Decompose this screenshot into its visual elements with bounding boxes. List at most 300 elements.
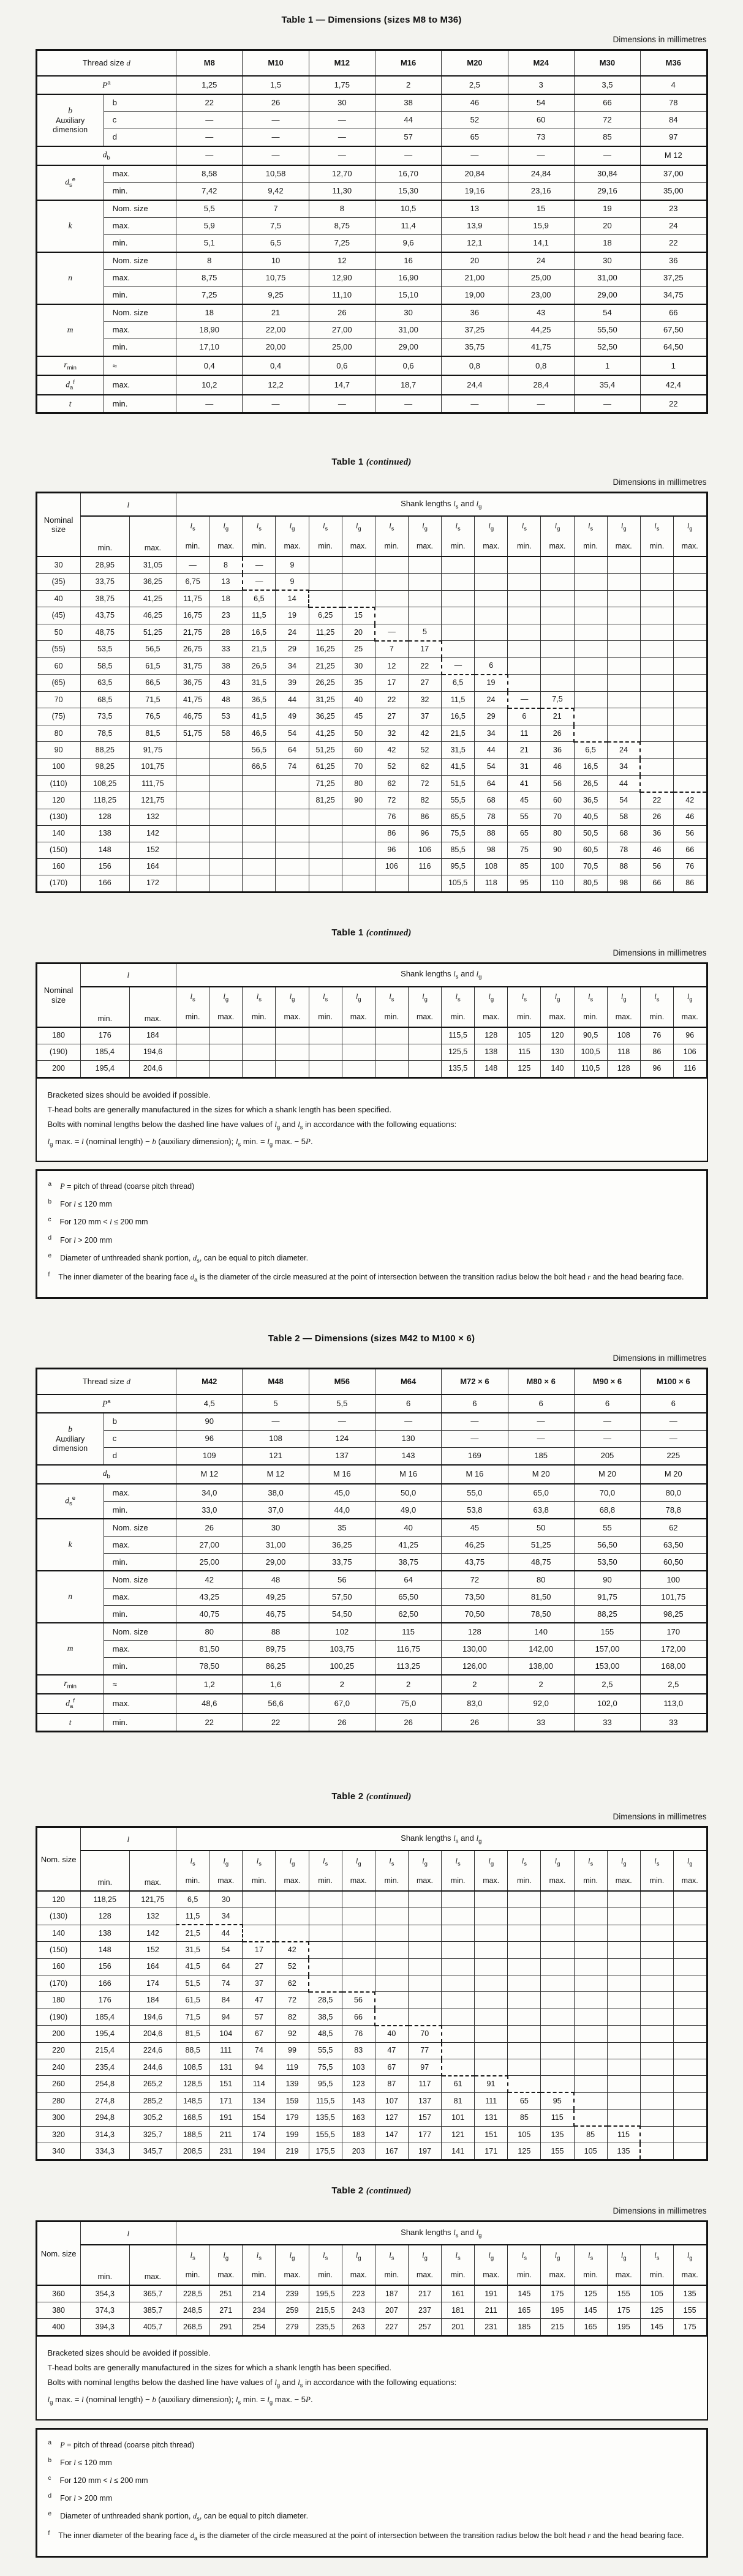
table-cell: 227 — [375, 2319, 408, 2336]
table-cell: 172 — [129, 875, 176, 892]
table-cell: 26 — [375, 1713, 441, 1732]
table-cell: 197 — [408, 2143, 441, 2160]
table-cell: 55 — [574, 1519, 640, 1537]
table-cell: 95 — [541, 2092, 574, 2110]
table-cell: 30 — [375, 304, 441, 322]
table-cell: 6 — [508, 708, 541, 725]
table-cell — [342, 842, 375, 858]
table-cell: 90 — [342, 792, 375, 809]
table-cell: d — [104, 1447, 176, 1465]
header-row — [36, 2245, 707, 2285]
table-cell: 58,5 — [80, 657, 129, 675]
table-cell: 36 — [442, 304, 508, 322]
table-cell: 12,1 — [442, 234, 508, 252]
table-cell: 50 — [36, 624, 80, 641]
table-cell: 248,5 — [176, 2302, 209, 2319]
column-header: $l_g$ max. — [276, 1851, 309, 1891]
table-cell: 41,75 — [508, 339, 574, 356]
table-cell: 6,5 — [176, 1891, 209, 1908]
table-cell: 34 — [276, 657, 309, 675]
table-cell: 72 — [375, 792, 408, 809]
table-cell — [607, 1992, 640, 2009]
table-cell — [574, 1925, 607, 1942]
note-line: Bracketed sizes should be avoided if possible. — [47, 2348, 211, 2358]
header-row — [36, 1369, 707, 1395]
table-cell: 53,50 — [574, 1553, 640, 1571]
table-cell: 74 — [209, 1975, 243, 1992]
table-cell: 132 — [129, 1908, 176, 1925]
table-cell — [209, 758, 243, 775]
table-row — [36, 1413, 707, 1431]
table-cell: min. — [104, 1605, 176, 1623]
table-cell: 31,05 — [129, 556, 176, 574]
table-cell — [408, 1942, 441, 1959]
column-header: $l_g$ max. — [607, 516, 640, 556]
table-row — [36, 375, 707, 395]
table-cell: 11 — [508, 725, 541, 742]
section-table2-continued-2 — [36, 2185, 708, 2557]
table-cell: 22 — [176, 1713, 243, 1732]
table-row — [36, 1925, 707, 1942]
table-cell: 44,0 — [309, 1501, 375, 1519]
table-cell: 66,5 — [129, 675, 176, 692]
table-cell: 187 — [375, 2285, 408, 2302]
table-cell — [541, 590, 574, 607]
table-cell: — — [309, 111, 375, 129]
table-cell: 48 — [209, 691, 243, 708]
table-cell: 81,50 — [508, 1588, 574, 1605]
table-cell: — — [243, 146, 309, 165]
table-cell: 90 — [574, 1571, 640, 1589]
table-cell — [541, 641, 574, 658]
table-cell: 51,25 — [129, 624, 176, 641]
table-cell: 28 — [209, 624, 243, 641]
table-cell: 56,5 — [129, 641, 176, 658]
footnote-line: $^f$ The inner diameter of the bearing face $d_a$ is the diameter of the circle measured at the point of intersection between the transition radius below the bolt head r and the head bearing face. — [48, 2529, 684, 2542]
table-cell: 185 — [508, 2319, 541, 2336]
table-row — [36, 2059, 707, 2076]
table-cell: 102 — [309, 1623, 375, 1641]
column-header: Nominal size — [36, 493, 80, 557]
table-cell: 23 — [209, 607, 243, 624]
table-cell: 98 — [475, 842, 508, 858]
table-cell — [673, 641, 707, 658]
table-cell: 13 — [442, 200, 508, 218]
column-header: $l_s$ min. — [640, 2245, 673, 2285]
table-cell: 30 — [209, 1891, 243, 1908]
table-cell: 140 — [508, 1623, 574, 1641]
table-cell — [607, 607, 640, 624]
column-header: $l_g$ max. — [541, 516, 574, 556]
table-cell: 96 — [375, 842, 408, 858]
table-cell: 280 — [36, 2092, 80, 2110]
table-cell: max. — [104, 1484, 176, 1502]
table-cell: 68 — [475, 792, 508, 809]
table-cell — [408, 1891, 441, 1908]
table-cell: 96 — [673, 1027, 707, 1044]
column-header: $l_g$ max. — [408, 516, 441, 556]
table-cell: 34 — [607, 758, 640, 775]
table-cell: 9 — [276, 556, 309, 574]
table-cell: 235,5 — [309, 2319, 342, 2336]
dimensions-note: Dimensions in millimetres — [613, 948, 707, 957]
table-cell: 16,5 — [243, 624, 276, 641]
table-cell: 166 — [80, 1975, 129, 1992]
note-line: $l_g$ max. = l (nominal length) − b (auxiliary dimension); $l_s$ min. = $l_g$ max. − 5P. — [47, 1136, 313, 1148]
column-header: $l_g$ max. — [209, 1851, 243, 1891]
table-cell: d — [104, 129, 176, 146]
table-row — [36, 269, 707, 286]
table-cell — [607, 1908, 640, 1925]
table-cell: 131 — [475, 2110, 508, 2127]
table-cell: 60,50 — [641, 1553, 707, 1571]
table-row — [36, 1571, 707, 1589]
table-cell: 168,5 — [176, 2110, 209, 2127]
table-cell: 75,5 — [309, 2059, 342, 2076]
table-cell: 263 — [342, 2319, 375, 2336]
table-cell: 21,5 — [243, 641, 276, 658]
table-cell: 54,50 — [309, 1605, 375, 1623]
table-cell: 1,5 — [243, 76, 309, 94]
table-cell: 204,6 — [129, 1060, 176, 1077]
table-cell — [574, 556, 607, 574]
table-cell: 33,75 — [309, 1553, 375, 1571]
table-cell: 140 — [541, 1060, 574, 1077]
table-cell: 111 — [209, 2042, 243, 2059]
table-cell: 185,4 — [80, 1044, 129, 1060]
table-cell: 211 — [475, 2302, 508, 2319]
table-cell: 5,5 — [309, 1395, 375, 1413]
table-cell: 65,5 — [442, 809, 475, 825]
table-cell: 22 — [641, 234, 707, 252]
column-header: $l_g$ max. — [607, 987, 640, 1027]
table-cell — [640, 758, 673, 775]
table-cell — [640, 590, 673, 607]
table-cell: 86 — [375, 825, 408, 842]
table-cell: 160 — [36, 858, 80, 875]
header-row — [36, 493, 707, 517]
table-cell — [640, 1975, 673, 1992]
column-header: max. — [129, 987, 176, 1027]
table-cell: 132 — [129, 809, 176, 825]
table-cell: 41,25 — [375, 1536, 441, 1553]
table-cell: 101,75 — [129, 758, 176, 775]
table-cell: 73 — [508, 129, 574, 146]
table-cell: 11,25 — [309, 624, 342, 641]
section-table2-continued-1 — [36, 1791, 708, 2161]
column-header: $l_g$ max. — [541, 2245, 574, 2285]
table-cell: 32 — [375, 725, 408, 742]
table-cell: 7 — [243, 200, 309, 218]
table-cell: 52,50 — [574, 339, 640, 356]
table-cell: 147 — [375, 2126, 408, 2143]
table-cell: 116 — [408, 858, 441, 875]
table-cell: 195 — [607, 2319, 640, 2336]
table-row — [36, 556, 707, 574]
column-header: $l_s$ min. — [574, 516, 607, 556]
table-cell: 35,4 — [574, 375, 640, 395]
table-cell: M 12 — [641, 146, 707, 165]
table-cell — [475, 1975, 508, 1992]
dims-table — [36, 1368, 708, 1732]
footnote-key: c — [48, 2474, 51, 2482]
table-cell: min. — [104, 339, 176, 356]
dimensions-note: Dimensions in millimetres — [613, 1812, 707, 1822]
table-cell: 130,00 — [442, 1640, 508, 1657]
table-row — [36, 691, 707, 708]
table-row — [36, 94, 707, 112]
table-cell: 85 — [574, 129, 640, 146]
table-cell: 184 — [129, 1992, 176, 2009]
table-cell: 8 — [309, 200, 375, 218]
column-header: $l_g$ max. — [342, 987, 375, 1027]
column-header: min. — [80, 2245, 129, 2285]
table-cell: 80 — [36, 725, 80, 742]
table-cell — [309, 875, 342, 892]
table-cell: 22,00 — [243, 321, 309, 339]
table-cell — [673, 2026, 707, 2043]
column-header: $l_s$ min. — [176, 516, 209, 556]
table-cell — [673, 556, 707, 574]
table-cell — [508, 556, 541, 574]
table-cell: 137 — [408, 2092, 441, 2110]
column-header: $l_g$ max. — [541, 987, 574, 1027]
table-cell: 66 — [673, 842, 707, 858]
table-cell: 259 — [276, 2302, 309, 2319]
table-row — [36, 1623, 707, 1641]
table-cell — [607, 725, 640, 742]
table-cell: 200 — [36, 2026, 80, 2043]
table-cell — [640, 691, 673, 708]
table-cell: 26 — [176, 1519, 243, 1537]
table-cell: 109 — [176, 1447, 243, 1465]
table-cell: 60 — [342, 742, 375, 759]
table-cell: 88,25 — [574, 1605, 640, 1623]
table-cell: 25 — [342, 641, 375, 658]
shank-table — [36, 962, 708, 1079]
footnote-key: c — [48, 1216, 51, 1224]
table-cell: 128,5 — [176, 2076, 209, 2093]
table-cell: 45 — [342, 708, 375, 725]
table-cell — [209, 1027, 243, 1044]
table-cell: 76 — [640, 1027, 673, 1044]
table-cell: 51,5 — [176, 1975, 209, 1992]
table-cell: 120 — [36, 792, 80, 809]
table-cell: 60 — [508, 111, 574, 129]
table-cell: 47 — [243, 1992, 276, 2009]
table-cell: 40 — [375, 2026, 408, 2043]
table-cell: 78,5 — [80, 725, 129, 742]
table-cell: 90,5 — [574, 1027, 607, 1044]
table-cell — [375, 574, 408, 591]
table-cell — [442, 1925, 475, 1942]
table-container — [36, 1368, 708, 1732]
table-cell: 145 — [640, 2319, 673, 2336]
table-cell: 174 — [243, 2126, 276, 2143]
table-cell — [574, 657, 607, 675]
table-cell: 53,5 — [80, 641, 129, 658]
table-cell — [607, 2110, 640, 2127]
table-cell: 151 — [475, 2126, 508, 2143]
table-cell: max. — [104, 217, 176, 234]
table-row — [36, 675, 707, 692]
table-cell — [442, 556, 475, 574]
table-cell: (45) — [36, 607, 80, 624]
table-cell — [209, 775, 243, 792]
table-cell: max. — [104, 269, 176, 286]
table-cell: 61,5 — [129, 657, 176, 675]
table-cell: 118,25 — [80, 792, 129, 809]
table-cell: 50 — [508, 1519, 574, 1537]
footnote-line: $^a$ P = pitch of thread (coarse pitch thread) — [48, 2439, 195, 2449]
table-cell — [442, 2026, 475, 2043]
table-cell: 30,84 — [574, 165, 640, 183]
footnote-key: e — [48, 1252, 52, 1259]
table-cell: 46,75 — [176, 708, 209, 725]
table-cell — [541, 2026, 574, 2043]
table-cell: 26,5 — [243, 657, 276, 675]
column-header: $l_g$ max. — [607, 1851, 640, 1891]
table-cell: 74 — [276, 758, 309, 775]
table-cell: 94 — [209, 2009, 243, 2026]
table-cell: 80 — [541, 825, 574, 842]
table-cell: 91,75 — [129, 742, 176, 759]
table-cell: 67 — [243, 2026, 276, 2043]
row-symbol: b Auxiliary dimension — [36, 1413, 104, 1465]
table-cell: 42 — [408, 725, 441, 742]
table-cell: 87 — [375, 2076, 408, 2093]
table-cell: 45 — [442, 1519, 508, 1537]
table-cell — [243, 1044, 276, 1060]
table-cell — [342, 875, 375, 892]
table-cell: 9,6 — [375, 234, 441, 252]
table-cell: Nom. size — [104, 304, 176, 322]
table-cell: 56,50 — [574, 1536, 640, 1553]
table-cell — [243, 809, 276, 825]
table-title: Table 1 (continued) — [331, 927, 412, 938]
table-cell — [607, 624, 640, 641]
table-cell: 128 — [80, 1908, 129, 1925]
table-cell: 24 — [276, 624, 309, 641]
table-cell — [475, 1992, 508, 2009]
table-cell — [541, 1975, 574, 1992]
table-cell: 70,50 — [442, 1605, 508, 1623]
table-cell — [607, 574, 640, 591]
table-cell — [342, 1027, 375, 1044]
table-cell: — — [442, 1430, 508, 1447]
table-cell: 29,00 — [375, 339, 441, 356]
table-cell: 51,25 — [508, 1536, 574, 1553]
table-cell: 49,25 — [243, 1588, 309, 1605]
table-cell: — — [375, 624, 408, 641]
table-cell: 31,25 — [309, 691, 342, 708]
table-cell: — — [375, 1413, 441, 1431]
table-cell: 2 — [508, 1675, 574, 1694]
table-cell: 96 — [176, 1430, 243, 1447]
table-cell: 80 — [508, 1571, 574, 1589]
table-cell: 95,5 — [442, 858, 475, 875]
table-cell: 22 — [176, 94, 243, 112]
table-cell: 100,25 — [309, 1657, 375, 1675]
table-cell: 175 — [607, 2302, 640, 2319]
table-cell: 108,5 — [176, 2059, 209, 2076]
table-cell: 125 — [640, 2302, 673, 2319]
table-row — [36, 1958, 707, 1975]
table-cell — [442, 624, 475, 641]
table-cell: 18,90 — [176, 321, 243, 339]
table-cell: (55) — [36, 641, 80, 658]
table-cell — [276, 1925, 309, 1942]
table-cell: 43,75 — [80, 607, 129, 624]
table-cell: 46,5 — [243, 725, 276, 742]
table-cell: 48,75 — [508, 1553, 574, 1571]
table-cell: 31 — [508, 758, 541, 775]
table-cell: 257 — [408, 2319, 441, 2336]
table-cell: 26 — [309, 1713, 375, 1732]
table-cell: 7,25 — [309, 234, 375, 252]
table-cell: 71,25 — [309, 775, 342, 792]
table-cell: 91,75 — [574, 1588, 640, 1605]
table-cell — [408, 590, 441, 607]
table-cell: 88 — [607, 858, 640, 875]
note-line: T-head bolts are generally manufactured in the sizes for which a shank length has been specified. — [47, 1104, 392, 1114]
table-cell: 380 — [36, 2302, 80, 2319]
table-cell: c — [104, 1430, 176, 1447]
footnote-key: e — [48, 2510, 52, 2518]
table-cell — [673, 657, 707, 675]
table-cell: 340 — [36, 2143, 80, 2160]
table-cell — [408, 574, 441, 591]
table-cell: 76 — [375, 809, 408, 825]
table-cell: 46,75 — [243, 1605, 309, 1623]
table-cell — [475, 2026, 508, 2043]
table-cell: 81,25 — [309, 792, 342, 809]
column-header: $l_s$ min. — [176, 987, 209, 1027]
table-cell: (190) — [36, 2009, 80, 2026]
row-symbol: b Auxiliary dimension — [36, 94, 104, 146]
table-container — [36, 49, 708, 414]
table-cell: 75,0 — [375, 1694, 441, 1714]
table-cell: 139 — [276, 2076, 309, 2093]
table-cell: 6 — [375, 1395, 441, 1413]
table-cell: 138 — [80, 825, 129, 842]
table-cell — [607, 657, 640, 675]
table-cell: — — [243, 556, 276, 574]
table-cell: 86,25 — [243, 1657, 309, 1675]
table-cell: 305,2 — [129, 2110, 176, 2127]
table-cell: 151 — [209, 2076, 243, 2093]
table-cell: 110 — [541, 875, 574, 892]
table-cell: 105,5 — [442, 875, 475, 892]
table-cell: 15 — [508, 200, 574, 218]
table-cell: 30 — [574, 252, 640, 270]
table-cell: 68,5 — [80, 691, 129, 708]
table-cell: 3 — [508, 76, 574, 94]
table-cell: 29 — [276, 641, 309, 658]
table-cell: b — [104, 94, 176, 112]
footnote-key: f — [48, 2529, 50, 2537]
table-row — [36, 742, 707, 759]
footnote-line: $^e$ Diameter of unthreaded shank portion, $d_s$, can be equal to pitch diameter. — [48, 2510, 309, 2523]
table-cell: 78,50 — [508, 1605, 574, 1623]
table-cell: 135 — [673, 2285, 707, 2302]
table-cell — [574, 725, 607, 742]
table-cell: 37,00 — [641, 165, 707, 183]
table-cell: 71,5 — [129, 691, 176, 708]
table-cell: 82 — [276, 2009, 309, 2026]
table-cell: 33 — [508, 1713, 574, 1732]
table-cell: 108 — [475, 858, 508, 875]
